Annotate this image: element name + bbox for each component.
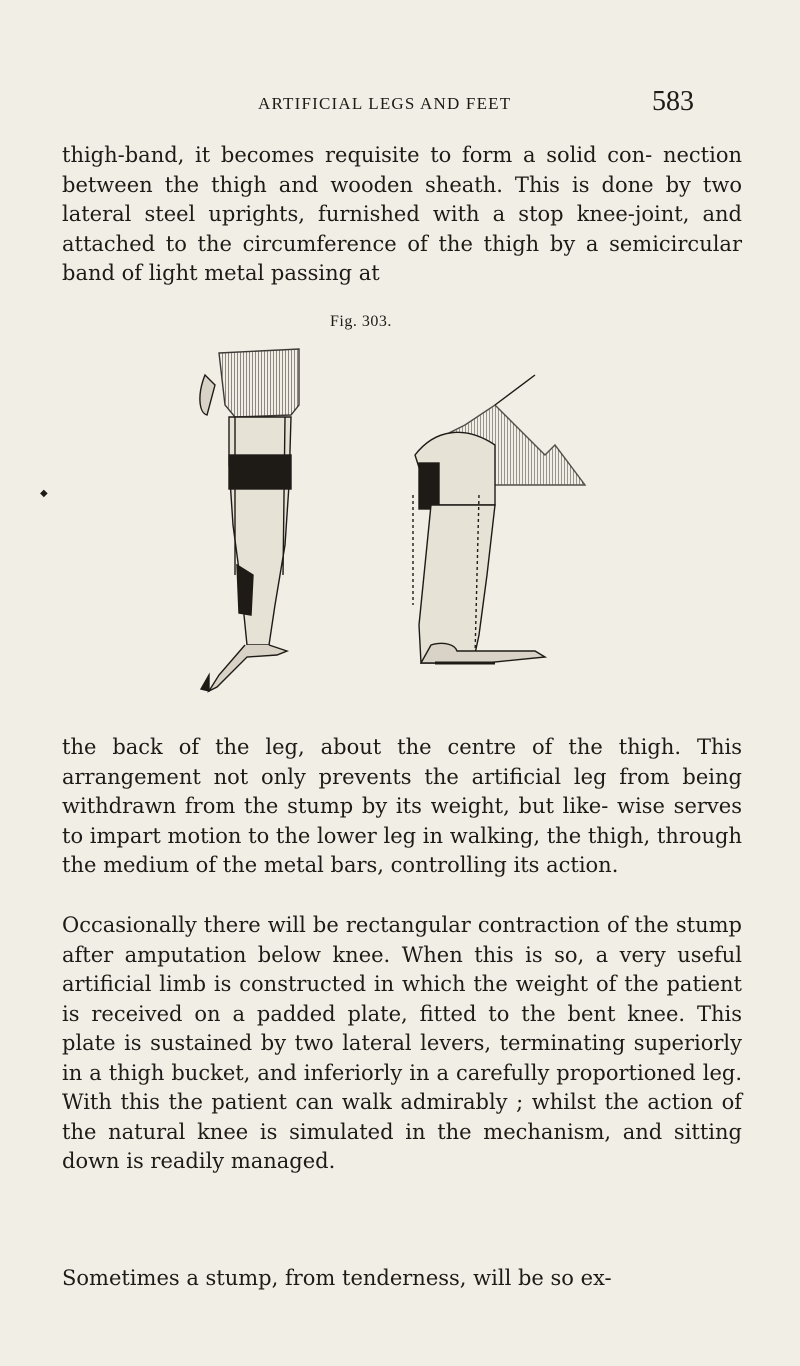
- running-head: ARTIFICIAL LEGS AND FEET: [258, 94, 512, 113]
- page-number: 583: [652, 86, 694, 117]
- paragraph-1: thigh-band, it becomes requisite to form a solid con- nection between the thigh and wooden sheath. This is done by two lateral steel uprights, furnished with a stop knee-joint, and attached to the circumference of the thigh by a semicircular band of light metal passing at: [62, 143, 742, 285]
- paragraph-2: the back of the leg, about the centre of the thigh. This arrangement not only prevents the artificial leg from being withdrawn from the stump by its weight, but like- wise serves to impart motion to the lower leg in walking, the thigh, through the medium of the metal bars, controlling its action.: [62, 735, 742, 877]
- figure-caption: Fig. 303.: [330, 313, 392, 330]
- paragraph-4: Sometimes a stump, from tenderness, will be so ex-: [62, 1266, 612, 1290]
- figure-artificial-legs: [195, 345, 615, 705]
- paragraph-3: Occasionally there will be rectangular contraction of the stump after amputation below knee. When this is so, a very useful artificial limb is constructed in which the weight of the patient is received on a padded plate, fitted to the bent knee. This plate is sustained by two lateral levers, terminating superiorly in a thigh bucket, and inferiorly in a carefully proportioned leg. With this the patient can walk admirably ; whilst the action of the natural knee is simulated in the mechanism, and sitting down is readily managed.: [62, 913, 742, 1173]
- bent-knee-leg-illustration: [413, 375, 585, 663]
- page-header: [0, 86, 800, 122]
- margin-mark: ◆: [40, 488, 48, 499]
- straight-leg-illustration: [200, 349, 299, 691]
